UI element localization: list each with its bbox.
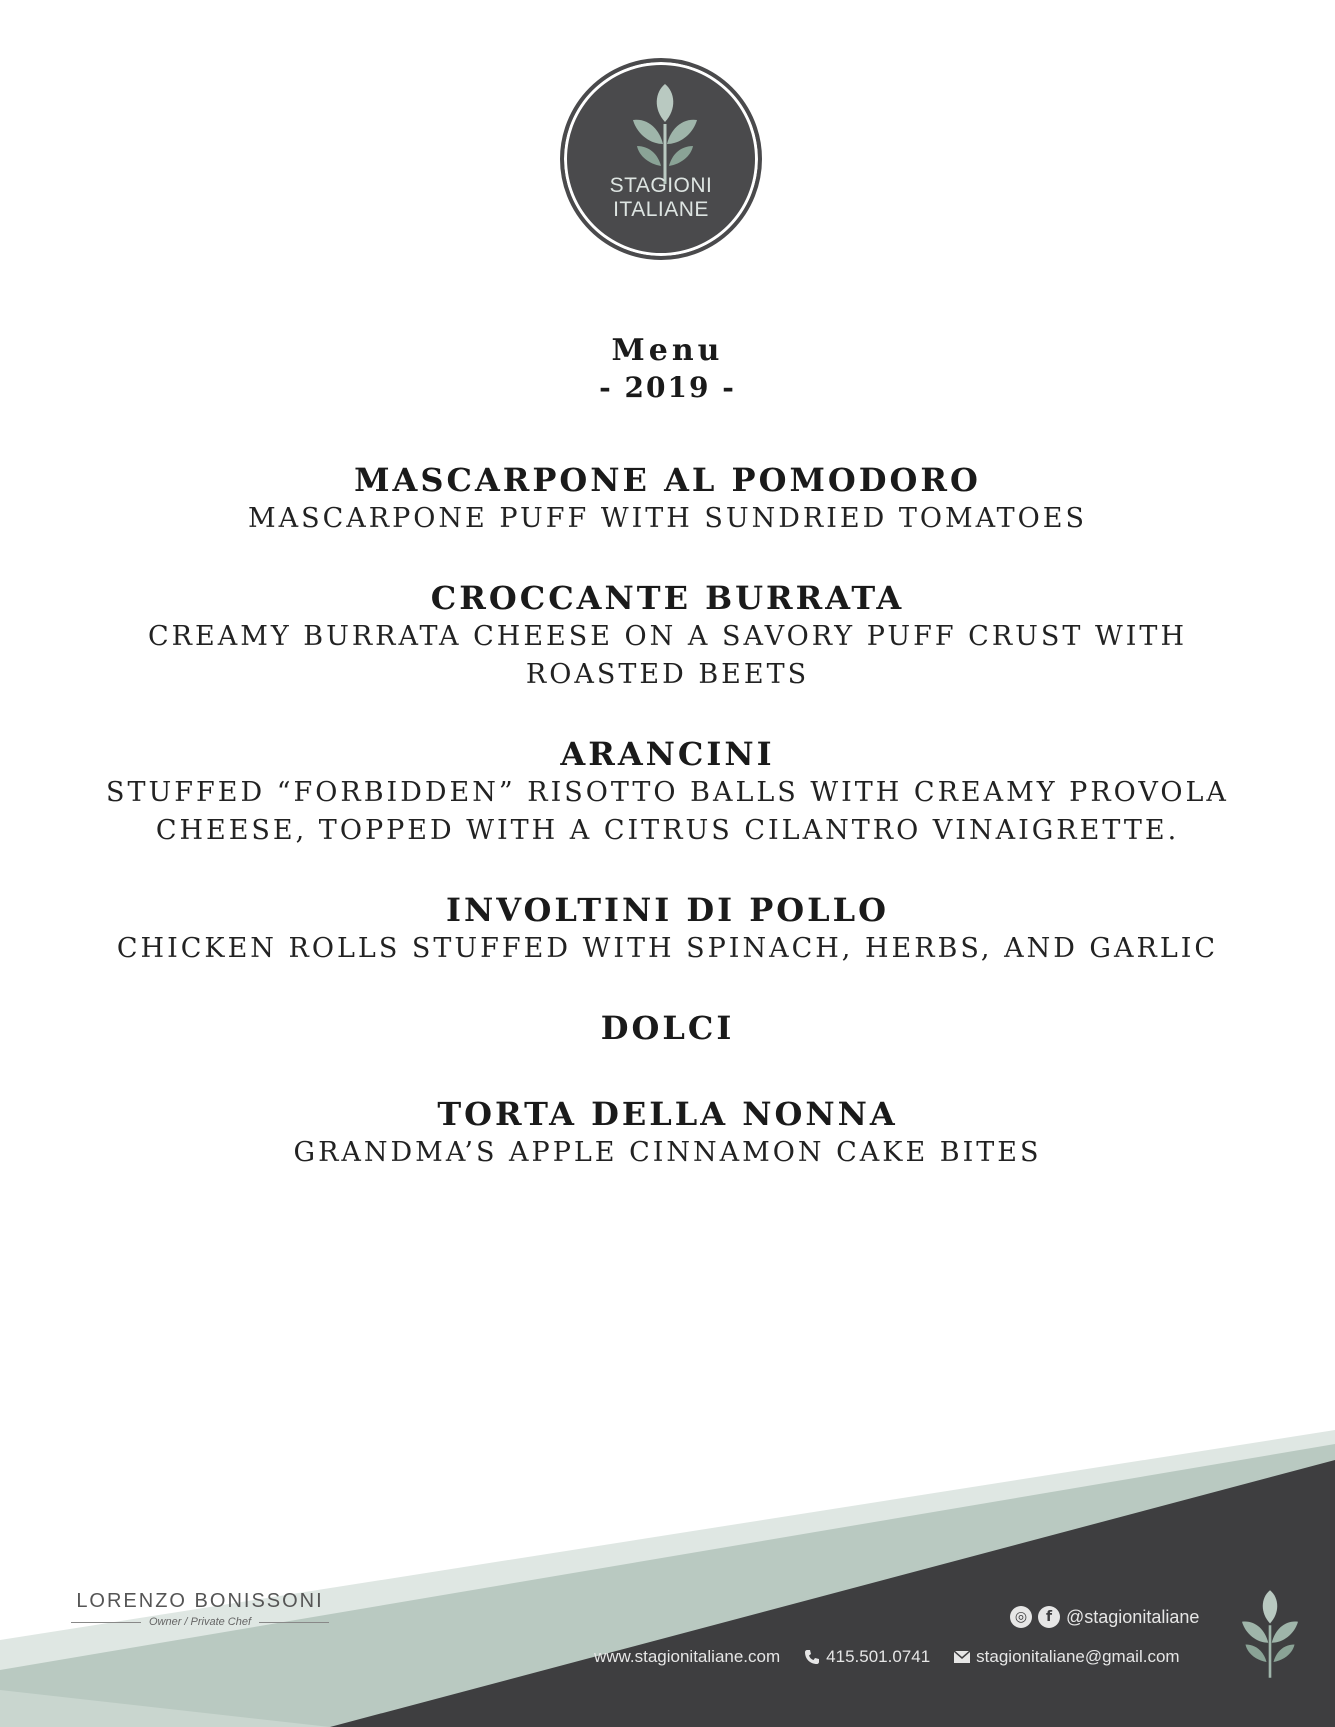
dish-name: MASCARPONE AL POMODORO [354, 461, 981, 499]
phone-icon [804, 1649, 820, 1665]
chef-signature [55, 1588, 345, 1628]
facebook-icon[interactable]: f [1038, 1606, 1060, 1628]
divider [71, 1622, 141, 1623]
dish-item [70, 734, 1265, 850]
dish-description: CREAMY BURRATA CHEESE ON A SAVORY PUFF CRUST WITH ROASTED BEETS [148, 621, 1187, 690]
dish-description: STUFFED “FORBIDDEN” RISOTTO BALLS WITH CREAMY PROVOLA CHEESE, TOPPED WITH A CITRUS CILANTRO VINAIGRETTE. [106, 777, 1229, 846]
menu-title: Menu [611, 333, 724, 368]
footer-background [0, 1430, 1335, 1727]
dish-description: CHICKEN ROLLS STUFFED WITH SPINACH, HERBS, AND GARLIC [116, 933, 1219, 964]
menu-content [70, 332, 1265, 1172]
menu-year: - 2019 - [599, 371, 736, 404]
dish-name: ARANCINI [560, 735, 775, 773]
dish-name: CROCCANTE BURRATA [430, 579, 905, 617]
leaf-sprig-icon [625, 84, 705, 184]
phone-number[interactable]: 415.501.0741 [826, 1647, 931, 1666]
dish-item [70, 460, 1265, 538]
social-handle[interactable]: @stagionitaliane [1066, 1606, 1200, 1627]
logo-text-line2: ITALIANE [613, 198, 709, 221]
dish-name: TORTA DELLA NONNA [437, 1095, 898, 1133]
section-heading-dolci [70, 1008, 1265, 1048]
chef-role: Owner / Private Chef [148, 1616, 252, 1628]
logo-badge [560, 58, 762, 260]
dish-item [70, 578, 1265, 694]
logo-text-line1: STAGIONI [609, 174, 713, 197]
instagram-icon[interactable]: ◎ [1010, 1606, 1032, 1628]
dish-item [70, 1094, 1265, 1172]
dish-description: MASCARPONE PUFF WITH SUNDRIED TOMATOES [247, 503, 1088, 534]
contact-info [594, 1647, 1180, 1667]
chef-name: LORENZO BONISSONI [76, 1590, 324, 1612]
dish-name: INVOLTINI DI POLLO [445, 891, 890, 929]
website-link[interactable]: www.stagionitaliane.com [594, 1647, 781, 1666]
email-address[interactable]: stagionitaliane@gmail.com [976, 1647, 1180, 1666]
dish-description: GRANDMA’S APPLE CINNAMON CAKE BITES [293, 1137, 1042, 1168]
social-links [1010, 1606, 1199, 1628]
dish-item [70, 890, 1265, 968]
divider [259, 1622, 329, 1623]
section-heading: DOLCI [600, 1009, 735, 1047]
leaf-sprig-icon [1235, 1588, 1305, 1680]
chef-role-row [55, 1616, 345, 1628]
mail-icon [954, 1651, 970, 1663]
